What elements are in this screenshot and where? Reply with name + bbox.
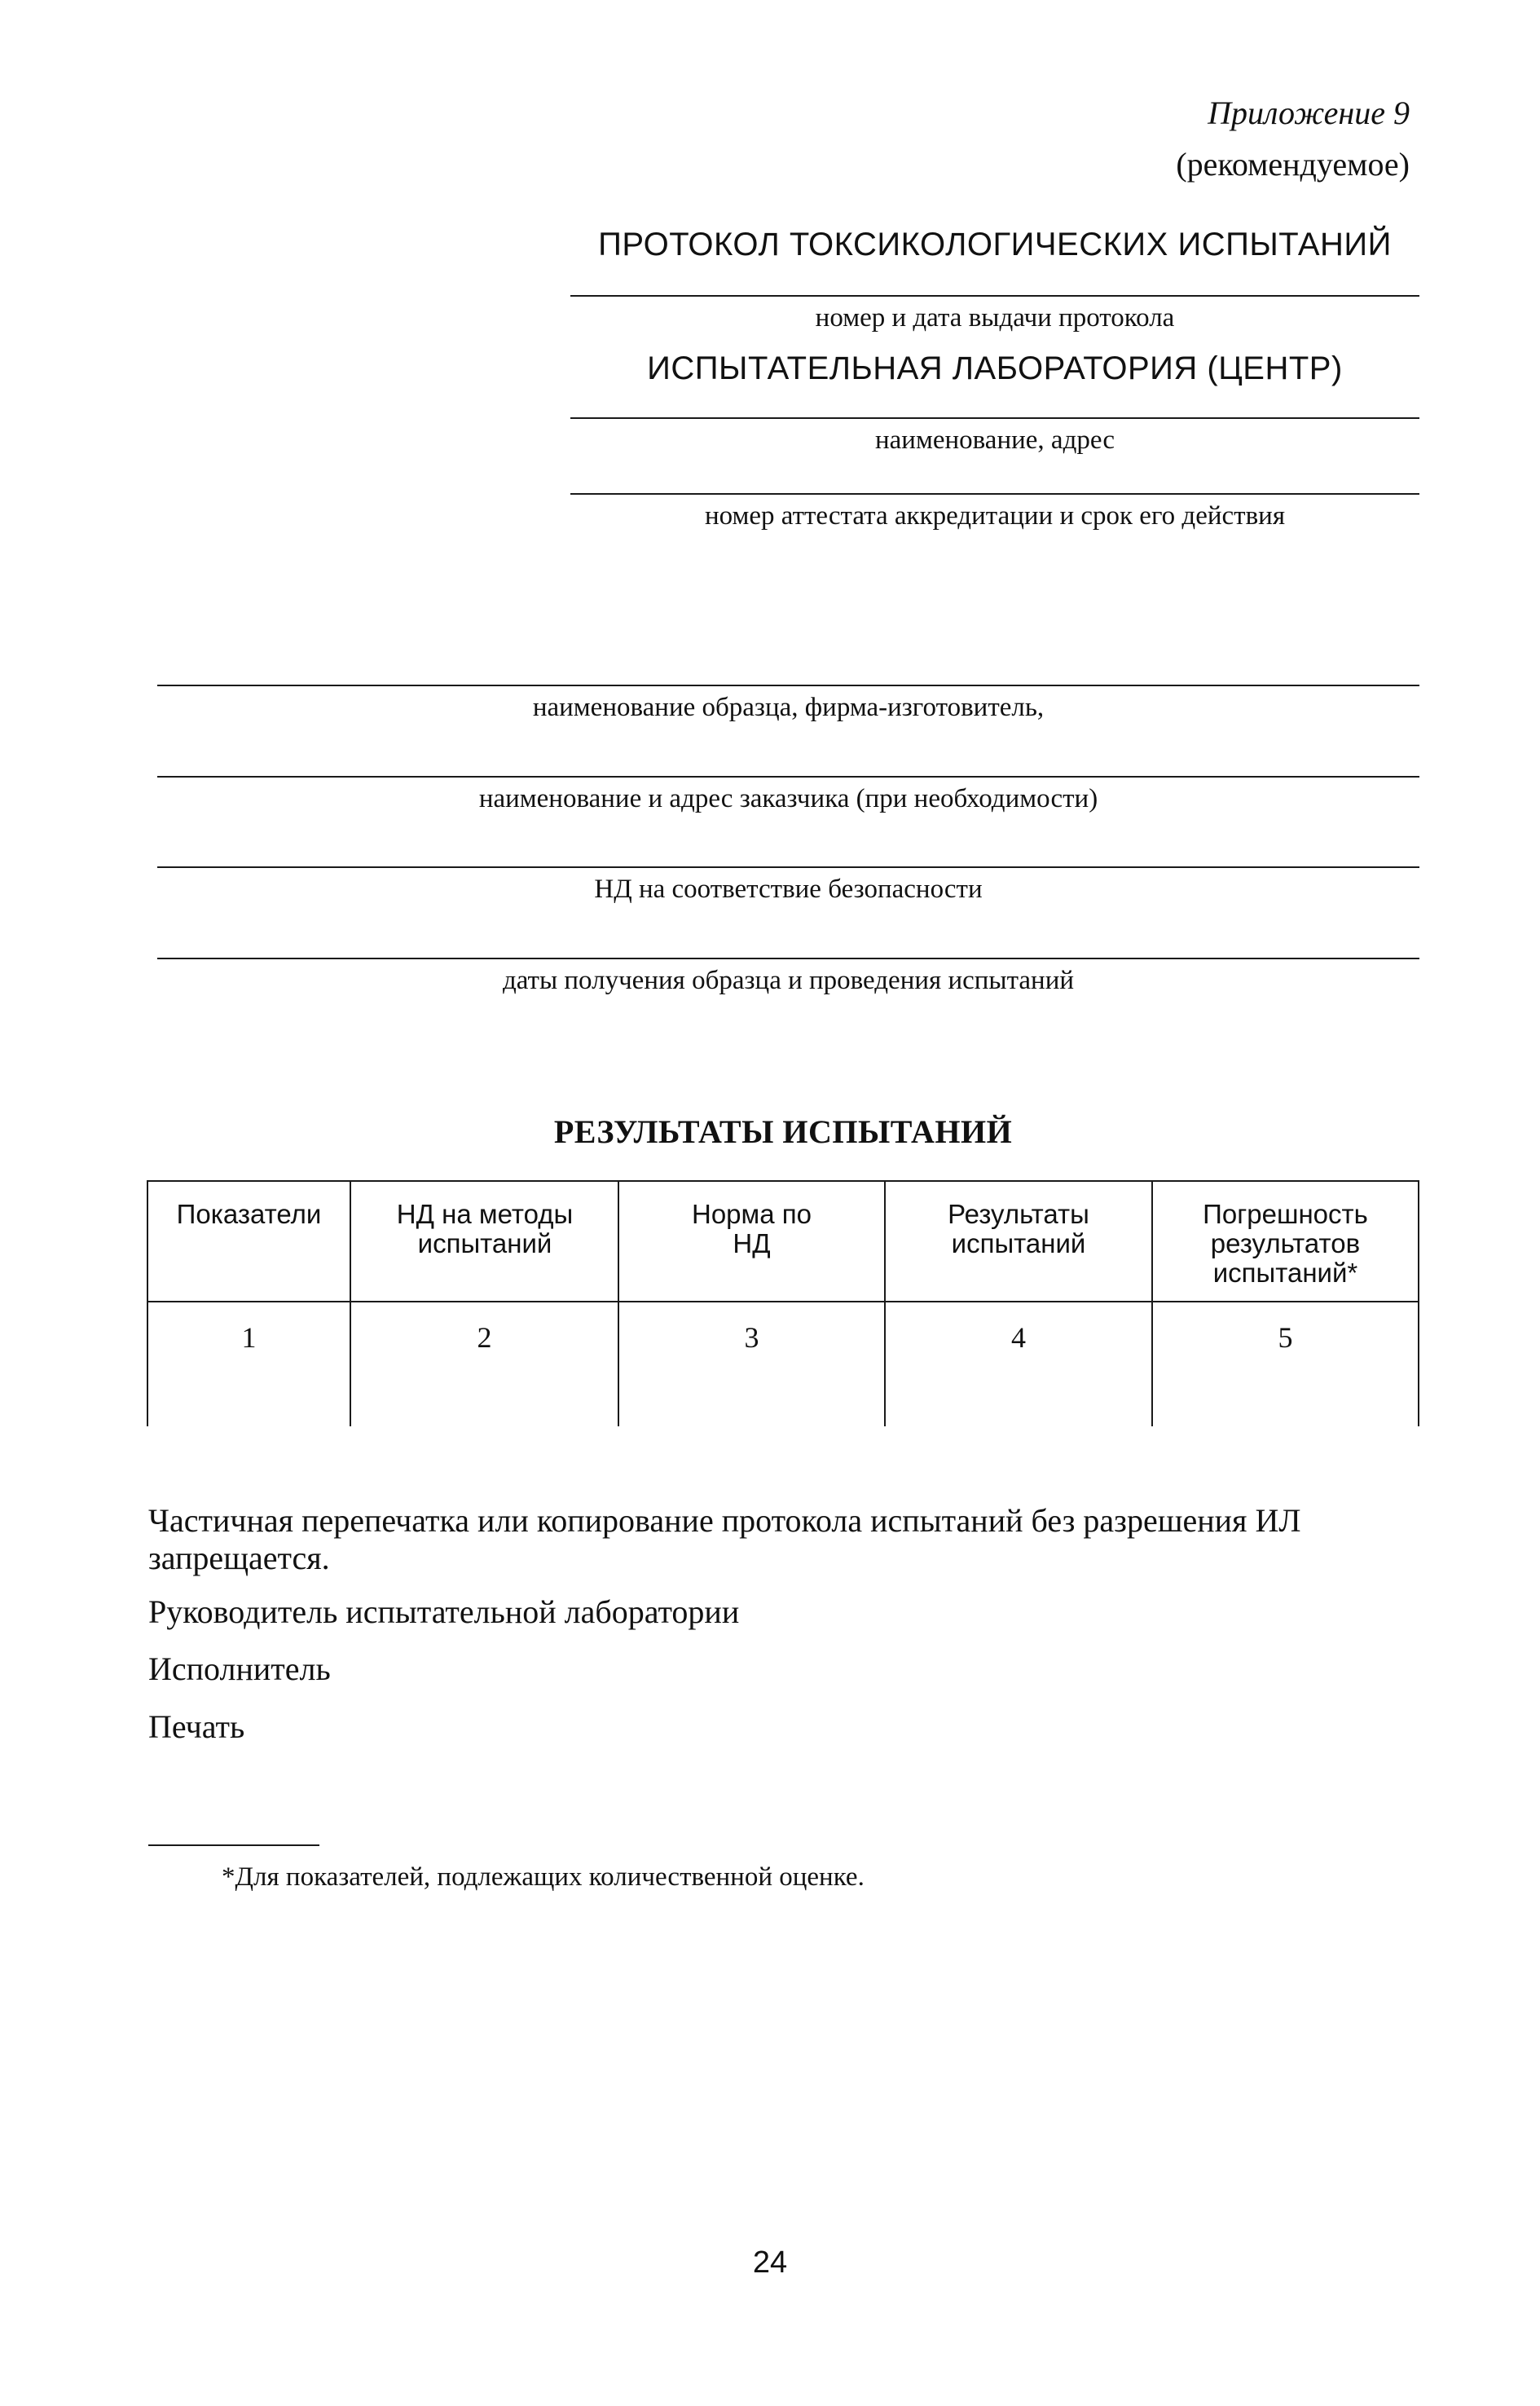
page-number: 24 — [752, 2245, 788, 2280]
appendix-label: Приложение 9 — [1208, 95, 1410, 131]
executor-label: Исполнитель — [148, 1650, 331, 1687]
table-top-border — [147, 1180, 1419, 1182]
accreditation-caption: номер аттестата аккредитации и срок его действия — [704, 501, 1285, 531]
footnote-rule — [148, 1844, 319, 1846]
protocol-title: ПРОТОКОЛ ТОКСИКОЛОГИЧЕСКИХ ИСПЫТАНИЙ — [598, 227, 1392, 262]
stamp-label: Печать — [148, 1708, 245, 1745]
column-header-test-methods: НД на методы испытаний — [396, 1199, 574, 1258]
dates-caption: даты получения образца и проведения испытаний — [502, 966, 1075, 995]
table-col-divider — [884, 1180, 886, 1426]
protocol-number-caption: номер и дата выдачи протокола — [815, 303, 1175, 333]
customer-caption: наименование и адрес заказчика (при необходимости) — [478, 784, 1098, 813]
table-col-divider — [1151, 1180, 1153, 1426]
results-title: РЕЗУЛЬТАТЫ ИСПЫТАНИЙ — [553, 1113, 1013, 1150]
protocol-number-line — [570, 295, 1419, 297]
lab-name-line — [570, 417, 1419, 419]
nd-line — [157, 866, 1419, 868]
results-table — [147, 1180, 1419, 1426]
footnote: *Для показателей, подлежащих количественной оценке. — [222, 1862, 865, 1892]
column-number: 4 — [1011, 1321, 1026, 1354]
column-header-indicators: Показатели — [176, 1199, 322, 1229]
column-number: 5 — [1278, 1321, 1293, 1354]
nd-caption: НД на соответствие безопасности — [594, 875, 983, 904]
column-number: 1 — [241, 1321, 257, 1354]
column-number: 2 — [477, 1321, 492, 1354]
customer-line — [157, 776, 1419, 778]
dates-line — [157, 958, 1419, 959]
table-row-divider — [147, 1301, 1419, 1302]
column-header-norm: Норма по НД — [692, 1199, 812, 1258]
lab-title: ИСПЫТАТЕЛЬНАЯ ЛАБОРАТОРИЯ (ЦЕНТР) — [647, 350, 1343, 386]
lab-name-caption: наименование, адрес — [875, 425, 1115, 455]
table-right-border — [1418, 1180, 1419, 1426]
table-col-divider — [618, 1180, 619, 1426]
copy-notice: Частичная перепечатка или копирование протокола испытаний без разрешения ИЛ запрещается. — [148, 1502, 1301, 1576]
table-col-divider — [350, 1180, 351, 1426]
head-of-lab-label: Руководитель испытательной лаборатории — [148, 1593, 740, 1630]
sample-caption: наименование образца, фирма-изготовитель, — [532, 693, 1045, 722]
accreditation-line — [570, 493, 1419, 495]
column-number: 3 — [744, 1321, 759, 1354]
sample-line — [157, 685, 1419, 686]
column-header-error: Погрешность результатов испытаний* — [1203, 1199, 1368, 1288]
appendix-type: (рекомендуемое) — [1176, 146, 1410, 183]
column-header-results: Результаты испытаний — [948, 1199, 1089, 1258]
